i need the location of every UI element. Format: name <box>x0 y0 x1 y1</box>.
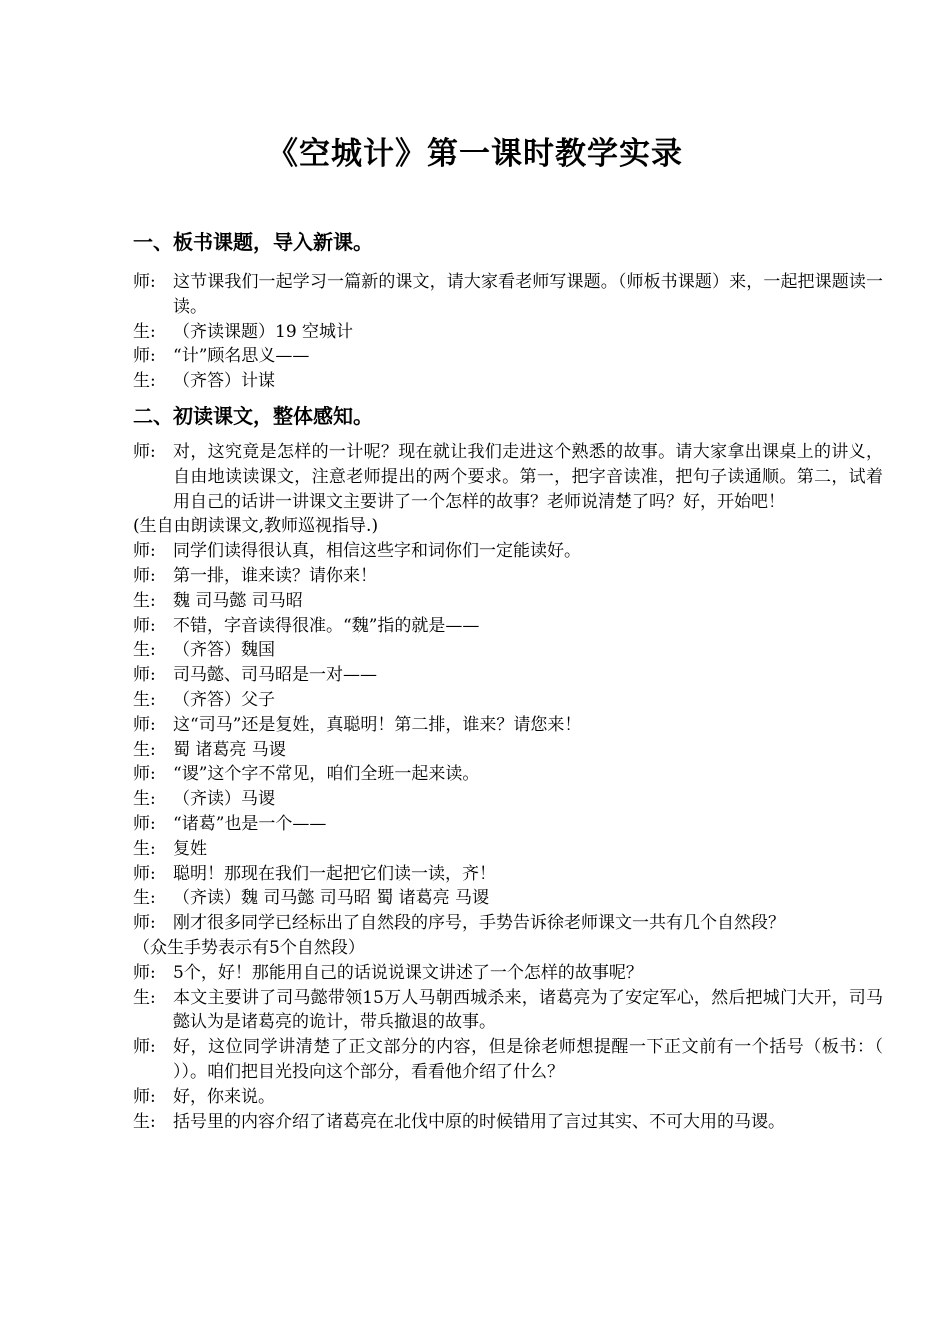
speaker-label: 生: <box>133 888 156 909</box>
speaker-label: 生: <box>133 838 156 859</box>
dialogue-text: 这节课我们一起学习一篇新的课文，请大家看老师写课题。（师板书课题）来，一起把课题读一读。 <box>173 272 883 317</box>
dialogue-line <box>133 688 883 713</box>
dialogue-line <box>133 440 883 514</box>
dialogue-line <box>133 1085 883 1110</box>
speaker-label: 生: <box>133 1111 156 1132</box>
dialogue-line <box>133 738 883 763</box>
dialogue-line <box>133 886 883 911</box>
dialogue-text: （齐答）父子 <box>173 689 275 710</box>
speaker-label: 生: <box>133 739 156 760</box>
dialogue-text: 对，这究竟是怎样的一计呢？现在就让我们走进这个熟悉的故事。请大家拿出课桌上的讲义，自由地读读课文，注意老师提出的两个要求。第一，把字音读准，把句子读通顺。第二，试着用自己的话讲一讲课文主要讲了一个怎样的故事？老师说清楚了吗？好，开始吧！ <box>173 441 883 512</box>
speaker-label: 师: <box>133 714 156 735</box>
speaker-label: 师: <box>133 1037 156 1058</box>
dialogue-line <box>133 911 883 936</box>
dialogue-line <box>133 1110 883 1135</box>
speaker-label: 师: <box>133 813 156 834</box>
stage-note: （众生手势表示有5个自然段） <box>133 937 365 958</box>
stage-note: (生自由朗读课文,教师巡视指导.) <box>133 516 379 537</box>
speaker-label: 生: <box>133 321 156 342</box>
speaker-label: 生: <box>133 987 156 1008</box>
speaker-label: 师: <box>133 565 156 586</box>
dialogue-text: 本文主要讲了司马懿带领15万人马朝西城杀来，诸葛亮为了安定军心，然后把城门大开，司马懿认为是诸葛亮的诡计，带兵撤退的故事。 <box>173 987 883 1033</box>
dialogue-line <box>133 837 883 862</box>
speaker-label: 师: <box>133 1086 156 1107</box>
dialogue-text: 好，这位同学讲清楚了正文部分的内容，但是徐老师想提醒一下正文前有一个括号（板书：（ ））。咱们把目光投向这个部分，看看他介绍了什么？ <box>173 1037 883 1082</box>
dialogue-line <box>133 787 883 812</box>
speaker-label: 师: <box>133 441 156 462</box>
dialogue-text: 这“司马”还是复姓，真聪明！第二排，谁来？请您来！ <box>173 714 582 735</box>
dialogue-line <box>133 762 883 787</box>
speaker-label: 师: <box>133 272 156 292</box>
dialogue-text: （齐答）魏国 <box>173 640 275 661</box>
speaker-label: 师: <box>133 665 156 686</box>
dialogue-text: （齐读）魏 司马懿 司马昭 蜀 诸葛亮 马谡 <box>173 888 490 909</box>
dialogue-text: 聪明！那现在我们一起把它们读一读，齐！ <box>173 863 496 884</box>
dialogue-line <box>133 986 883 1036</box>
dialogue-text: （齐读课题）19 空城计 <box>173 321 354 342</box>
dialogue-line <box>133 589 883 614</box>
dialogue-line <box>133 638 883 663</box>
section-heading: 一、板书课题，导入新课。 <box>133 230 373 254</box>
dialogue-text: 蜀 诸葛亮 马谡 <box>173 739 286 760</box>
dialogue-text: 复姓 <box>173 838 207 859</box>
dialogue-line <box>133 614 883 639</box>
speaker-label: 师: <box>133 541 156 562</box>
dialogue-text: 不错，字音读得很准。“魏”指的就是—— <box>173 615 480 636</box>
dialogue-line <box>133 713 883 738</box>
dialogue-text: （齐答）计谋 <box>173 371 275 392</box>
speaker-label: 生: <box>133 590 156 611</box>
speaker-label: 师: <box>133 615 156 636</box>
dialogue-line <box>133 344 883 369</box>
dialogue-line <box>133 961 883 986</box>
speaker-label: 师: <box>133 962 156 983</box>
dialogue-text: 同学们读得很认真，相信这些字和词你们一定能读好。 <box>173 541 581 562</box>
dialogue-line <box>133 320 883 345</box>
dialogue-line <box>133 270 883 320</box>
speaker-label: 师: <box>133 764 156 785</box>
dialogue-line <box>133 564 883 589</box>
document-body <box>133 228 883 1134</box>
dialogue-text: 魏 司马懿 司马昭 <box>173 590 303 611</box>
dialogue-line <box>133 369 883 394</box>
dialogue-text: 司马懿、司马昭是一对—— <box>173 665 377 686</box>
dialogue-line <box>133 812 883 837</box>
dialogue-line <box>133 539 883 564</box>
speaker-label: 生: <box>133 371 156 392</box>
section-heading: 二、初读课文，整体感知。 <box>133 403 373 428</box>
dialogue-line <box>133 1035 883 1085</box>
speaker-label: 师: <box>133 346 156 367</box>
speaker-label: 师: <box>133 863 156 884</box>
dialogue-text: 第一排，谁来读？请你来！ <box>173 565 377 586</box>
dialogue-text: 好，你来说。 <box>173 1086 275 1107</box>
dialogue-line <box>133 862 883 887</box>
page-title: 《空城计》第一课时教学实录 <box>267 136 683 172</box>
dialogue-text: （齐读）马谡 <box>173 789 275 810</box>
dialogue-line <box>133 663 883 688</box>
speaker-label: 生: <box>133 689 156 710</box>
dialogue-text: 5个，好！那能用自己的话说说课文讲述了一个怎样的故事呢？ <box>173 962 643 983</box>
dialogue-text: “计”顾名思义—— <box>173 346 310 367</box>
dialogue-text: “谡”这个字不常见，咱们全班一起来读。 <box>173 764 480 785</box>
dialogue-text: 括号里的内容介绍了诸葛亮在北伐中原的时候错用了言过其实、不可大用的马谡。 <box>173 1111 785 1132</box>
speaker-label: 生: <box>133 789 156 810</box>
dialogue-text: “诸葛”也是一个—— <box>173 813 327 834</box>
speaker-label: 师: <box>133 913 156 934</box>
speaker-label: 生: <box>133 640 156 661</box>
dialogue-text: 刚才很多同学已经标出了自然段的序号，手势告诉徐老师课文一共有几个自然段？ <box>173 913 785 934</box>
